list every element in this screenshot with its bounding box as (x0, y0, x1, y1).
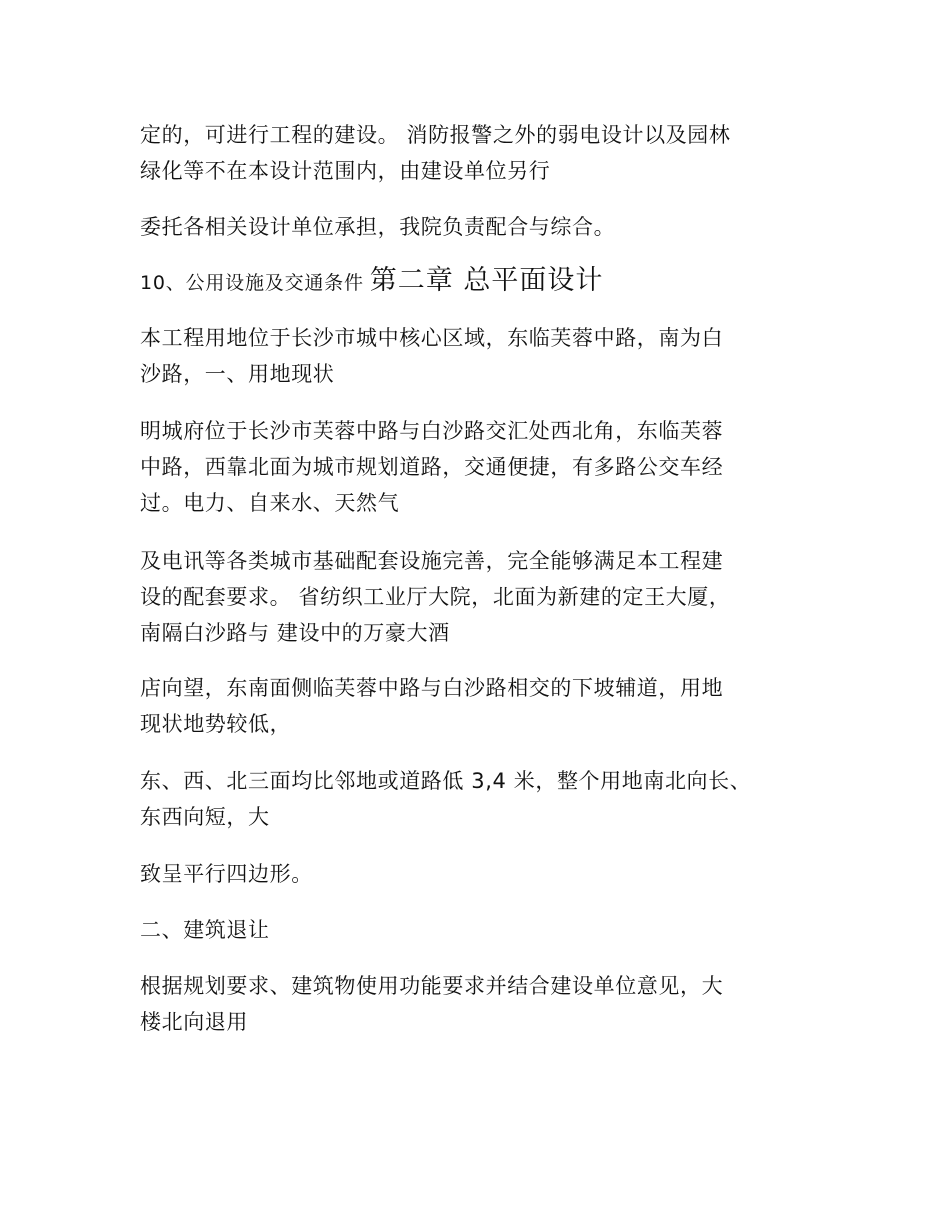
text-line: 中路，西靠北面为城市规划道路，交通便捷，有多路公交车经 (140, 455, 724, 479)
chapter-title: 第二章 总平面设计 (369, 265, 604, 296)
text-line: 定的，可进行工程的建设。 消防报警之外的弱电设计以及园林 (140, 123, 731, 147)
paragraph-elevation (140, 763, 820, 835)
text-line: 楼北向退用 (140, 1010, 248, 1034)
section-heading-row (140, 261, 820, 303)
paragraph-commission (140, 209, 820, 245)
text-line: 明城府位于长沙市芙蓉中路与白沙路交汇处西北角，东临芙蓉 (140, 419, 724, 443)
text-line: 根据规划要求、建筑物使用功能要求并结合建设单位意见，大 (140, 974, 724, 998)
paragraph-terrain (140, 670, 820, 742)
paragraph-mingchengfu (140, 413, 820, 521)
text-line: 南隔白沙路与 建设中的万豪大酒 (140, 621, 450, 645)
text-line: 过。电力、自来水、天然气 (140, 491, 400, 515)
paragraph-scope (140, 117, 820, 189)
text-line: 及电讯等各类城市基础配套设施完善，完全能够满足本工程建 (140, 549, 724, 573)
text-line: 委托各相关设计单位承担，我院负责配合与综合。 (140, 215, 616, 239)
text-line: 设的配套要求。 省纺织工业厅大院，北面为新建的定王大厦， (140, 585, 731, 609)
text-line: 店向望，东南面侧临芙蓉中路与白沙路相交的下坡辅道，用地 (140, 676, 724, 700)
paragraph-infrastructure (140, 543, 820, 651)
text-line: 现状地势较低， (140, 712, 292, 736)
text-line: 沙路，一、用地现状 (140, 362, 335, 386)
paragraph-site-location (140, 320, 820, 392)
section-heading-utilities: 10、公用设施及交通条件 (140, 272, 364, 294)
section-heading-setback (140, 912, 820, 948)
text-line: 致呈平行四边形。 (140, 862, 313, 886)
text-line: 绿化等不在本设计范围内，由建设单位另行 (140, 159, 551, 183)
text-line: 本工程用地位于长沙市城中核心区域，东临芙蓉中路，南为白 (140, 326, 724, 350)
paragraph-setback (140, 968, 820, 1040)
text-line: 东西向短，大 (140, 805, 270, 829)
text-line: 二、建筑退让 (140, 918, 270, 942)
paragraph-shape (140, 856, 820, 892)
text-line: 东、西、北三面均比邻地或道路低 3,4 米，整个用地南北向长、 (140, 769, 752, 793)
